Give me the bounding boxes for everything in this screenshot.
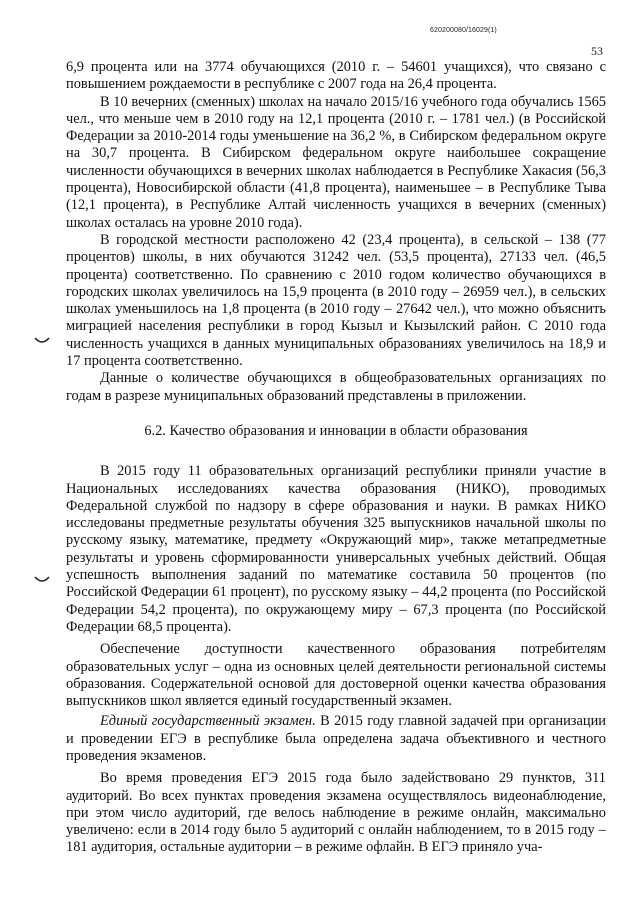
section-heading: 6.2. Качество образования и инновации в области образования bbox=[144, 422, 528, 439]
paragraph-continuation: 6,9 процента или на 3774 обучающихся (2010 г. – 54601 учащихся), что связано с повышением рождаемости в республике с 2007 года на 26,4 процента. bbox=[66, 59, 606, 93]
document-body bbox=[66, 59, 606, 857]
paragraph-ege bbox=[66, 713, 606, 765]
margin-mark-1 bbox=[34, 337, 50, 345]
document-id: 620200080/16029(1) bbox=[430, 27, 497, 34]
paragraph-evening-schools: В 10 вечерних (сменных) школах на начало 2015/16 учебного года обучались 1565 чел., что меньше чем в 2010 году на 12,1 процента (2010 г. – 1781 чел.) (в Российской Федерации за 2010-2014 годы уменьшение на 36,2 %, в Сибирском федеральном округе на 30,7 процента. В Сибирском федеральном округе наибольшее сокращение численности обучающихся в вечерних школах наблюдается в Республике Хакасия (56,3 процента), Новосибирской области (41,8 процента), наименьшее – в Республике Тыва (12,1 процента), в Республике Алтай численность учащихся в вечерних (сменных) школах осталась на уровне 2010 года). bbox=[66, 93, 606, 231]
ege-italic-lead: Единый государственный экзамен. bbox=[100, 713, 316, 730]
margin-mark-2 bbox=[34, 576, 50, 584]
paragraph-appendix-note: Данные о количестве обучающихся в общеобразовательных организациях по годам в разрезе муниципальных образований представлены в приложении. bbox=[66, 370, 606, 404]
paragraph-quality-access: Обеспечение доступности качественного образования потребителям образовательных услуг – одна из основных целей деятельности региональной системы образования. Содержательной основой для достоверной оценки качества образования выпускников школ является единый государственный экзамен. bbox=[66, 641, 606, 710]
paragraph-ege-2015: Во время проведения ЕГЭ 2015 года было задействовано 29 пунктов, 311 аудиторий. Во всех пунктах проведения экзамена осуществлялось видеонаблюдение, при этом число аудиторий, где велось наблюдение в режиме онлайн, максимально увеличено: если в 2014 году было 5 аудиторий с онлайн наблюдением, то в 2015 году – 181 аудитория, остальные аудитории – в режиме офлайн. В ЕГЭ приняло уча- bbox=[66, 770, 606, 856]
page-number: 53 bbox=[591, 44, 603, 58]
paragraph-urban-rural: В городской местности расположено 42 (23,4 процента), в сельской – 138 (77 процентов) школы, в них обучаются 31242 чел. (53,5 процента), 27133 чел. (46,5 процента) соответственно. По сравнению с 2010 годом количество обучающихся в городских школах увеличилось на 15,9 процента (в 2010 году – 26959 чел.), в сельских школах уменьшилось на 1,8 процента (в 2010 году – 27642 чел.), что можно объяснить миграцией населения республики в город Кызыл и Кызылский район. С 2010 года численность учащихся в данных муниципальных образованиях увеличилось на 18,9 и 17 процента соответственно. bbox=[66, 231, 606, 370]
paragraph-niko: В 2015 году 11 образовательных организаций республики приняли участие в Национальных исследованиях качества образования (НИКО), проводимых Федеральной службой по надзору в сфере образования и науки. В рамках НИКО исследованы предметные результаты обучения 325 выпускников начальной школы по русскому языку, математике, предмету «Окружающий мир», также метапредметные результаты и уровень сформированности универсальных учебных действий. Общая успешность выполнения заданий по математике составила 50 процентов (по Российской Федерации 61 процент), по русскому языку – 44,2 процента (по Российской Федерации 54,2 процента), по окружающему миру – 67,3 процента (по Российской Федерации 68,5 процента). bbox=[66, 463, 606, 635]
ege-text: В 2015 году главной задачей при организации и проведении ЕГЭ в республике была определена задача объективного и честного проведения экзаменов. bbox=[66, 713, 606, 764]
